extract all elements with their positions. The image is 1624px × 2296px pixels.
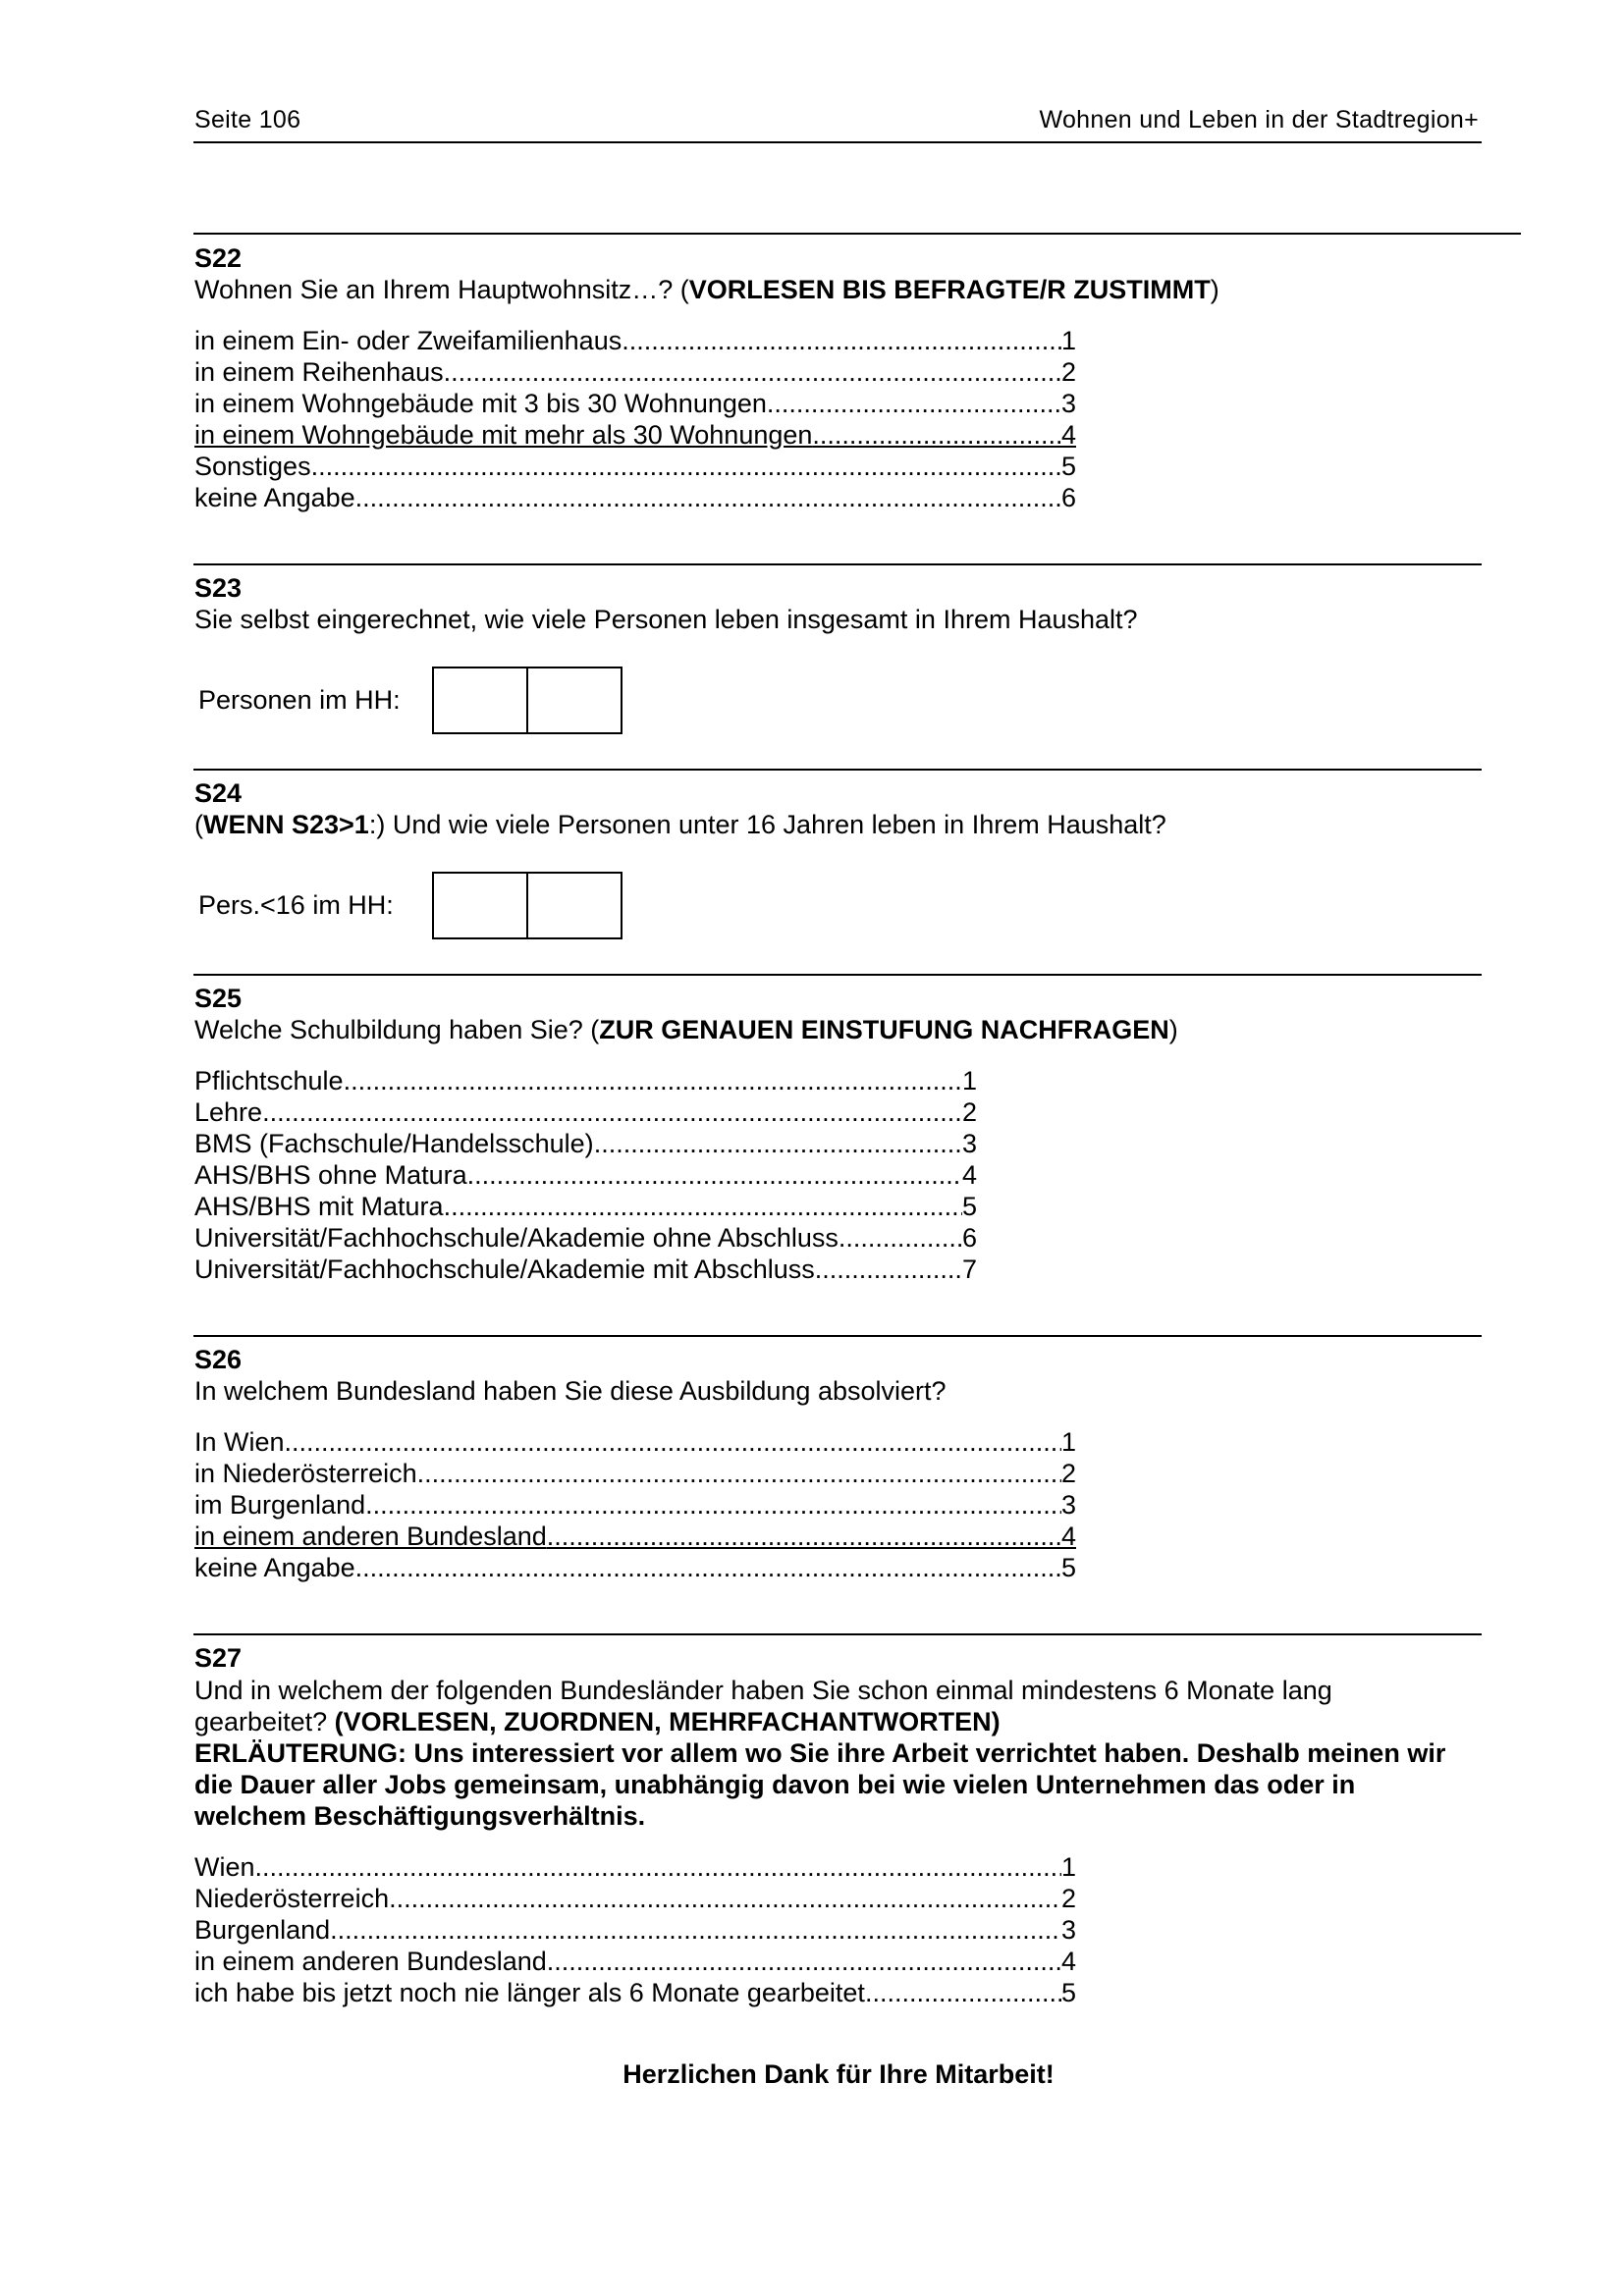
question-close: ) bbox=[1210, 275, 1219, 304]
answer-option[interactable]: Universität/Fachhochschule/Akademie ohne Abschluss ..... 6 bbox=[194, 1222, 977, 1254]
answer-option[interactable]: Universität/Fachhochschule/Akademie mit Abschluss ..... 7 bbox=[194, 1254, 977, 1285]
answer-option[interactable]: keine Angabe ..... 5 bbox=[194, 1552, 1076, 1583]
entry-label: Personen im HH: bbox=[198, 685, 401, 715]
answer-option[interactable]: in einem Ein- oder Zweifamilienhaus ..... 1 bbox=[194, 325, 1076, 356]
question-id: S24 bbox=[194, 778, 243, 808]
question-line: Und in welchem der folgenden Bundesländer haben Sie schon einmal mindestens 6 Monate lang bbox=[194, 1676, 1332, 1705]
page-header bbox=[193, 102, 1482, 143]
answer-option[interactable]: in Niederösterreich ..... 2 bbox=[194, 1458, 1076, 1489]
digit-box[interactable] bbox=[526, 874, 621, 937]
section-divider bbox=[193, 1335, 1482, 1337]
question-id: S26 bbox=[194, 1345, 243, 1374]
thanks-text: Herzlichen Dank für Ihre Mitarbeit! bbox=[623, 2059, 1055, 2089]
question-prompt: gearbeitet? bbox=[194, 1707, 335, 1736]
number-entry bbox=[198, 667, 623, 734]
question-prompt: Wohnen Sie an Ihrem Hauptwohnsitz…? ( bbox=[194, 275, 689, 304]
answer-option[interactable]: Niederösterreich ..... 2 bbox=[194, 1883, 1076, 1914]
answer-option[interactable]: ich habe bis jetzt noch nie länger als 6 Monate gearbeitet ..... 5 bbox=[194, 1977, 1076, 2008]
section-divider bbox=[193, 563, 1482, 565]
question-id: S27 bbox=[194, 1643, 243, 1673]
answer-option[interactable]: im Burgenland ..... 3 bbox=[194, 1489, 1076, 1521]
answer-option[interactable]: in einem Reihenhaus ..... 2 bbox=[194, 356, 1076, 388]
page-number: Seite 106 bbox=[194, 106, 301, 133]
question-text bbox=[194, 1015, 1178, 1045]
answer-list bbox=[194, 1426, 1076, 1583]
answer-option[interactable]: Sonstiges ..... 5 bbox=[194, 451, 1076, 482]
answer-option[interactable]: BMS (Fachschule/Handelsschule) ..... 3 bbox=[194, 1128, 977, 1159]
interviewer-note: ERLÄUTERUNG: Uns interessiert vor allem wo Sie ihre Arbeit verrichtet haben. Deshalb meinen wir die Dauer aller Jobs gemeinsam, unabhängig davon bei wie vielen Unternehmen das oder in welchem Beschäftigungsverhältnis. bbox=[194, 1738, 1446, 1831]
answer-option[interactable]: Pflichtschule ..... 1 bbox=[194, 1065, 977, 1096]
digit-box[interactable] bbox=[526, 668, 621, 732]
question-line bbox=[194, 1706, 1471, 1737]
section-divider bbox=[193, 974, 1482, 976]
closing-thanks bbox=[0, 2059, 1624, 2090]
question-text bbox=[194, 1675, 1471, 1832]
document-title: Wohnen und Leben in der Stadtregion+ bbox=[1039, 106, 1479, 133]
question-open: ( bbox=[194, 810, 203, 839]
answer-option[interactable]: AHS/BHS ohne Matura ..... 4 bbox=[194, 1159, 977, 1191]
answer-list bbox=[194, 325, 1076, 513]
interviewer-instruction: (VORLESEN, ZUORDNEN, MEHRFACHANTWORTEN) bbox=[334, 1707, 1001, 1736]
answer-list bbox=[194, 1065, 977, 1285]
question-text bbox=[194, 810, 1166, 840]
question-id: S22 bbox=[194, 243, 243, 273]
answer-option[interactable]: in einem Wohngebäude mit mehr als 30 Wohnungen ..... 4 bbox=[194, 419, 1076, 451]
answer-option[interactable]: in einem Wohngebäude mit 3 bis 30 Wohnungen ..... 3 bbox=[194, 388, 1076, 419]
answer-option[interactable]: Wien ..... 1 bbox=[194, 1851, 1076, 1883]
interviewer-instruction: VORLESEN BIS BEFRAGTE/R ZUSTIMMT bbox=[688, 275, 1211, 304]
question-text: In welchem Bundesland haben Sie diese Ausbildung absolviert? bbox=[194, 1376, 947, 1406]
answer-option[interactable]: AHS/BHS mit Matura ..... 5 bbox=[194, 1191, 977, 1222]
section-divider bbox=[193, 1633, 1482, 1635]
digit-box[interactable] bbox=[434, 874, 526, 937]
question-close: ) bbox=[1168, 1015, 1178, 1044]
answer-option[interactable]: in einem anderen Bundesland ..... 4 bbox=[194, 1946, 1076, 1977]
digit-boxes[interactable] bbox=[432, 667, 623, 734]
section-divider bbox=[193, 233, 1521, 235]
interviewer-instruction: ZUR GENAUEN EINSTUFUNG NACHFRAGEN bbox=[599, 1015, 1169, 1044]
question-id: S23 bbox=[194, 573, 243, 603]
question-prompt: Welche Schulbildung haben Sie? ( bbox=[194, 1015, 600, 1044]
answer-option[interactable]: keine Angabe ..... 6 bbox=[194, 482, 1076, 513]
question-id: S25 bbox=[194, 984, 243, 1013]
section-divider bbox=[193, 769, 1482, 771]
answer-option[interactable]: in einem anderen Bundesland ..... 4 bbox=[194, 1521, 1076, 1552]
answer-option[interactable]: Lehre ..... 2 bbox=[194, 1096, 977, 1128]
question-prompt: :) Und wie viele Personen unter 16 Jahren leben in Ihrem Haushalt? bbox=[368, 810, 1166, 839]
question-text bbox=[194, 275, 1219, 305]
filter-condition: WENN S23>1 bbox=[203, 810, 369, 839]
answer-option[interactable]: Burgenland ..... 3 bbox=[194, 1914, 1076, 1946]
digit-boxes[interactable] bbox=[432, 872, 623, 939]
answer-list bbox=[194, 1851, 1076, 2008]
question-text: Sie selbst eingerechnet, wie viele Personen leben insgesamt in Ihrem Haushalt? bbox=[194, 605, 1138, 634]
answer-option[interactable]: In Wien ..... 1 bbox=[194, 1426, 1076, 1458]
digit-box[interactable] bbox=[434, 668, 526, 732]
entry-label: Pers.<16 im HH: bbox=[198, 890, 394, 920]
number-entry bbox=[198, 872, 623, 939]
